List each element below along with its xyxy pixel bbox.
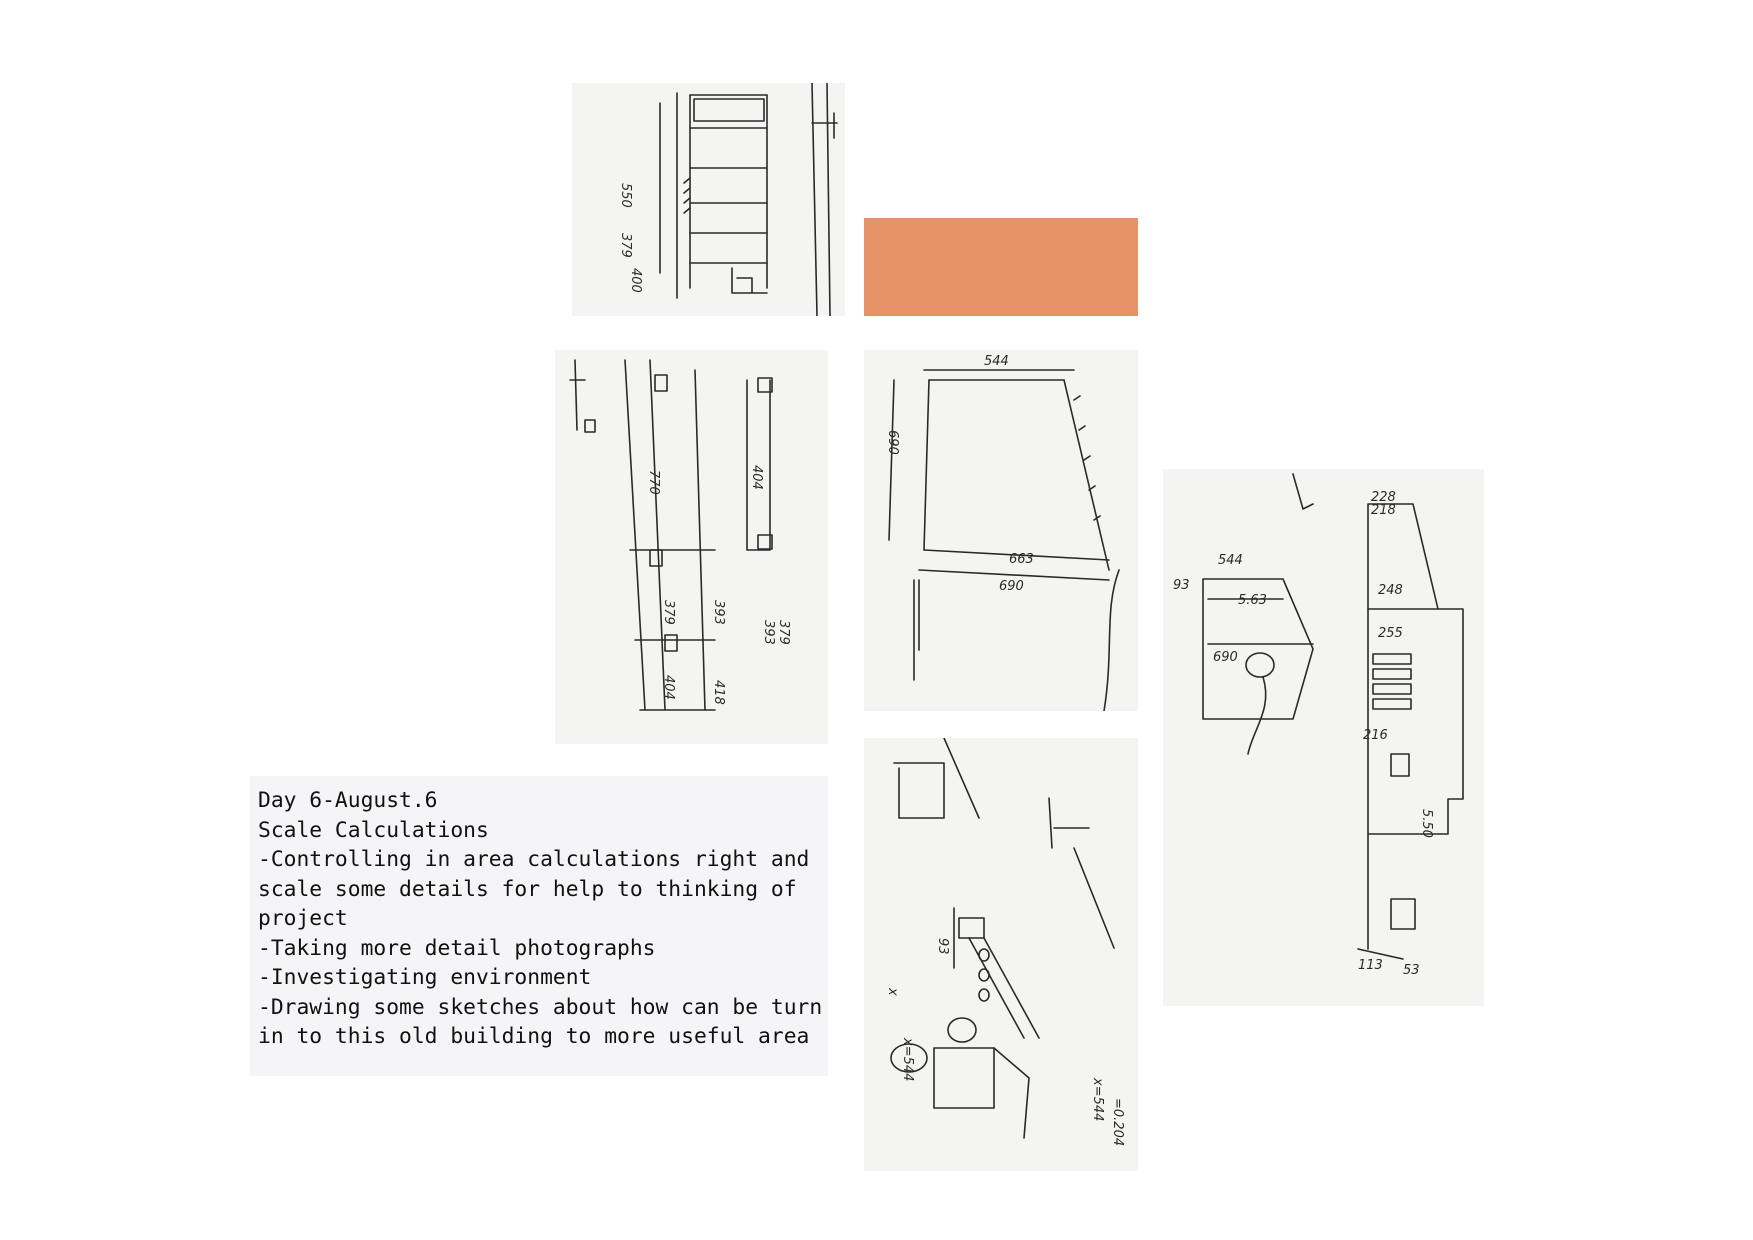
svg-text:393: 393 [711,600,726,625]
svg-text:=0.204: =0.204 [1110,1098,1125,1147]
svg-text:255: 255 [1378,626,1403,641]
svg-text:404: 404 [661,675,676,700]
svg-text:x: x [885,988,900,996]
svg-text:393: 393 [761,620,776,645]
note-subtitle: Scale Calculations [258,817,489,843]
journal-note [250,776,828,1076]
note-line: in to this old building to more useful area [258,1024,810,1049]
svg-text:400: 400 [628,268,643,293]
svg-text:663: 663 [1009,552,1034,567]
svg-text:216: 216 [1363,728,1388,743]
sketch-scale-calc-drawing [864,738,1138,1171]
sketch-floor-plan-drawing [1163,469,1484,1006]
sketch-section-drawing [555,350,828,744]
svg-text:218: 218 [1371,503,1396,518]
orange-accent-block [864,218,1138,316]
svg-text:379: 379 [618,233,633,258]
svg-text:93: 93 [1173,578,1190,593]
svg-text:544: 544 [1218,553,1243,568]
note-line: project [258,906,348,931]
svg-text:418: 418 [711,680,726,705]
svg-text:93: 93 [935,938,950,955]
svg-text:228: 228 [1371,490,1396,505]
svg-text:379: 379 [661,600,676,625]
svg-text:404: 404 [749,465,764,490]
svg-text:53: 53 [1403,963,1420,978]
note-line: -Drawing some sketches about how can be turn [258,994,823,1020]
svg-text:690: 690 [1213,650,1238,665]
sketch-plan-drawing [864,350,1138,711]
svg-text:5.50: 5.50 [1419,809,1434,838]
svg-text:379: 379 [776,620,791,645]
sketch-photo-floor-plan [1163,469,1484,1006]
sketch-photo-section [555,350,828,744]
note-line: -Taking more detail photographs [258,935,656,961]
sketch-photo-plan [864,350,1138,711]
note-line: scale some details for help to thinking of [258,876,797,902]
note-line: -Investigating environment [258,965,592,990]
svg-text:248: 248 [1378,583,1403,598]
sketch-photo-elevation [572,83,845,316]
svg-text:770: 770 [646,470,661,495]
svg-text:x=544: x=544 [900,1038,915,1082]
note-line: -Controlling in area calculations right and [258,847,810,872]
svg-text:690: 690 [885,430,900,455]
svg-text:550: 550 [618,183,633,208]
sketch-photo-scale-calc [864,738,1138,1171]
svg-text:113: 113 [1358,958,1383,973]
sketch-elevation-drawing [572,83,845,316]
svg-text:690: 690 [999,579,1024,594]
svg-text:x=544: x=544 [1090,1078,1105,1122]
svg-text:5.63: 5.63 [1238,593,1267,608]
note-title: Day 6-August.6 [258,788,438,813]
svg-text:544: 544 [984,354,1009,369]
